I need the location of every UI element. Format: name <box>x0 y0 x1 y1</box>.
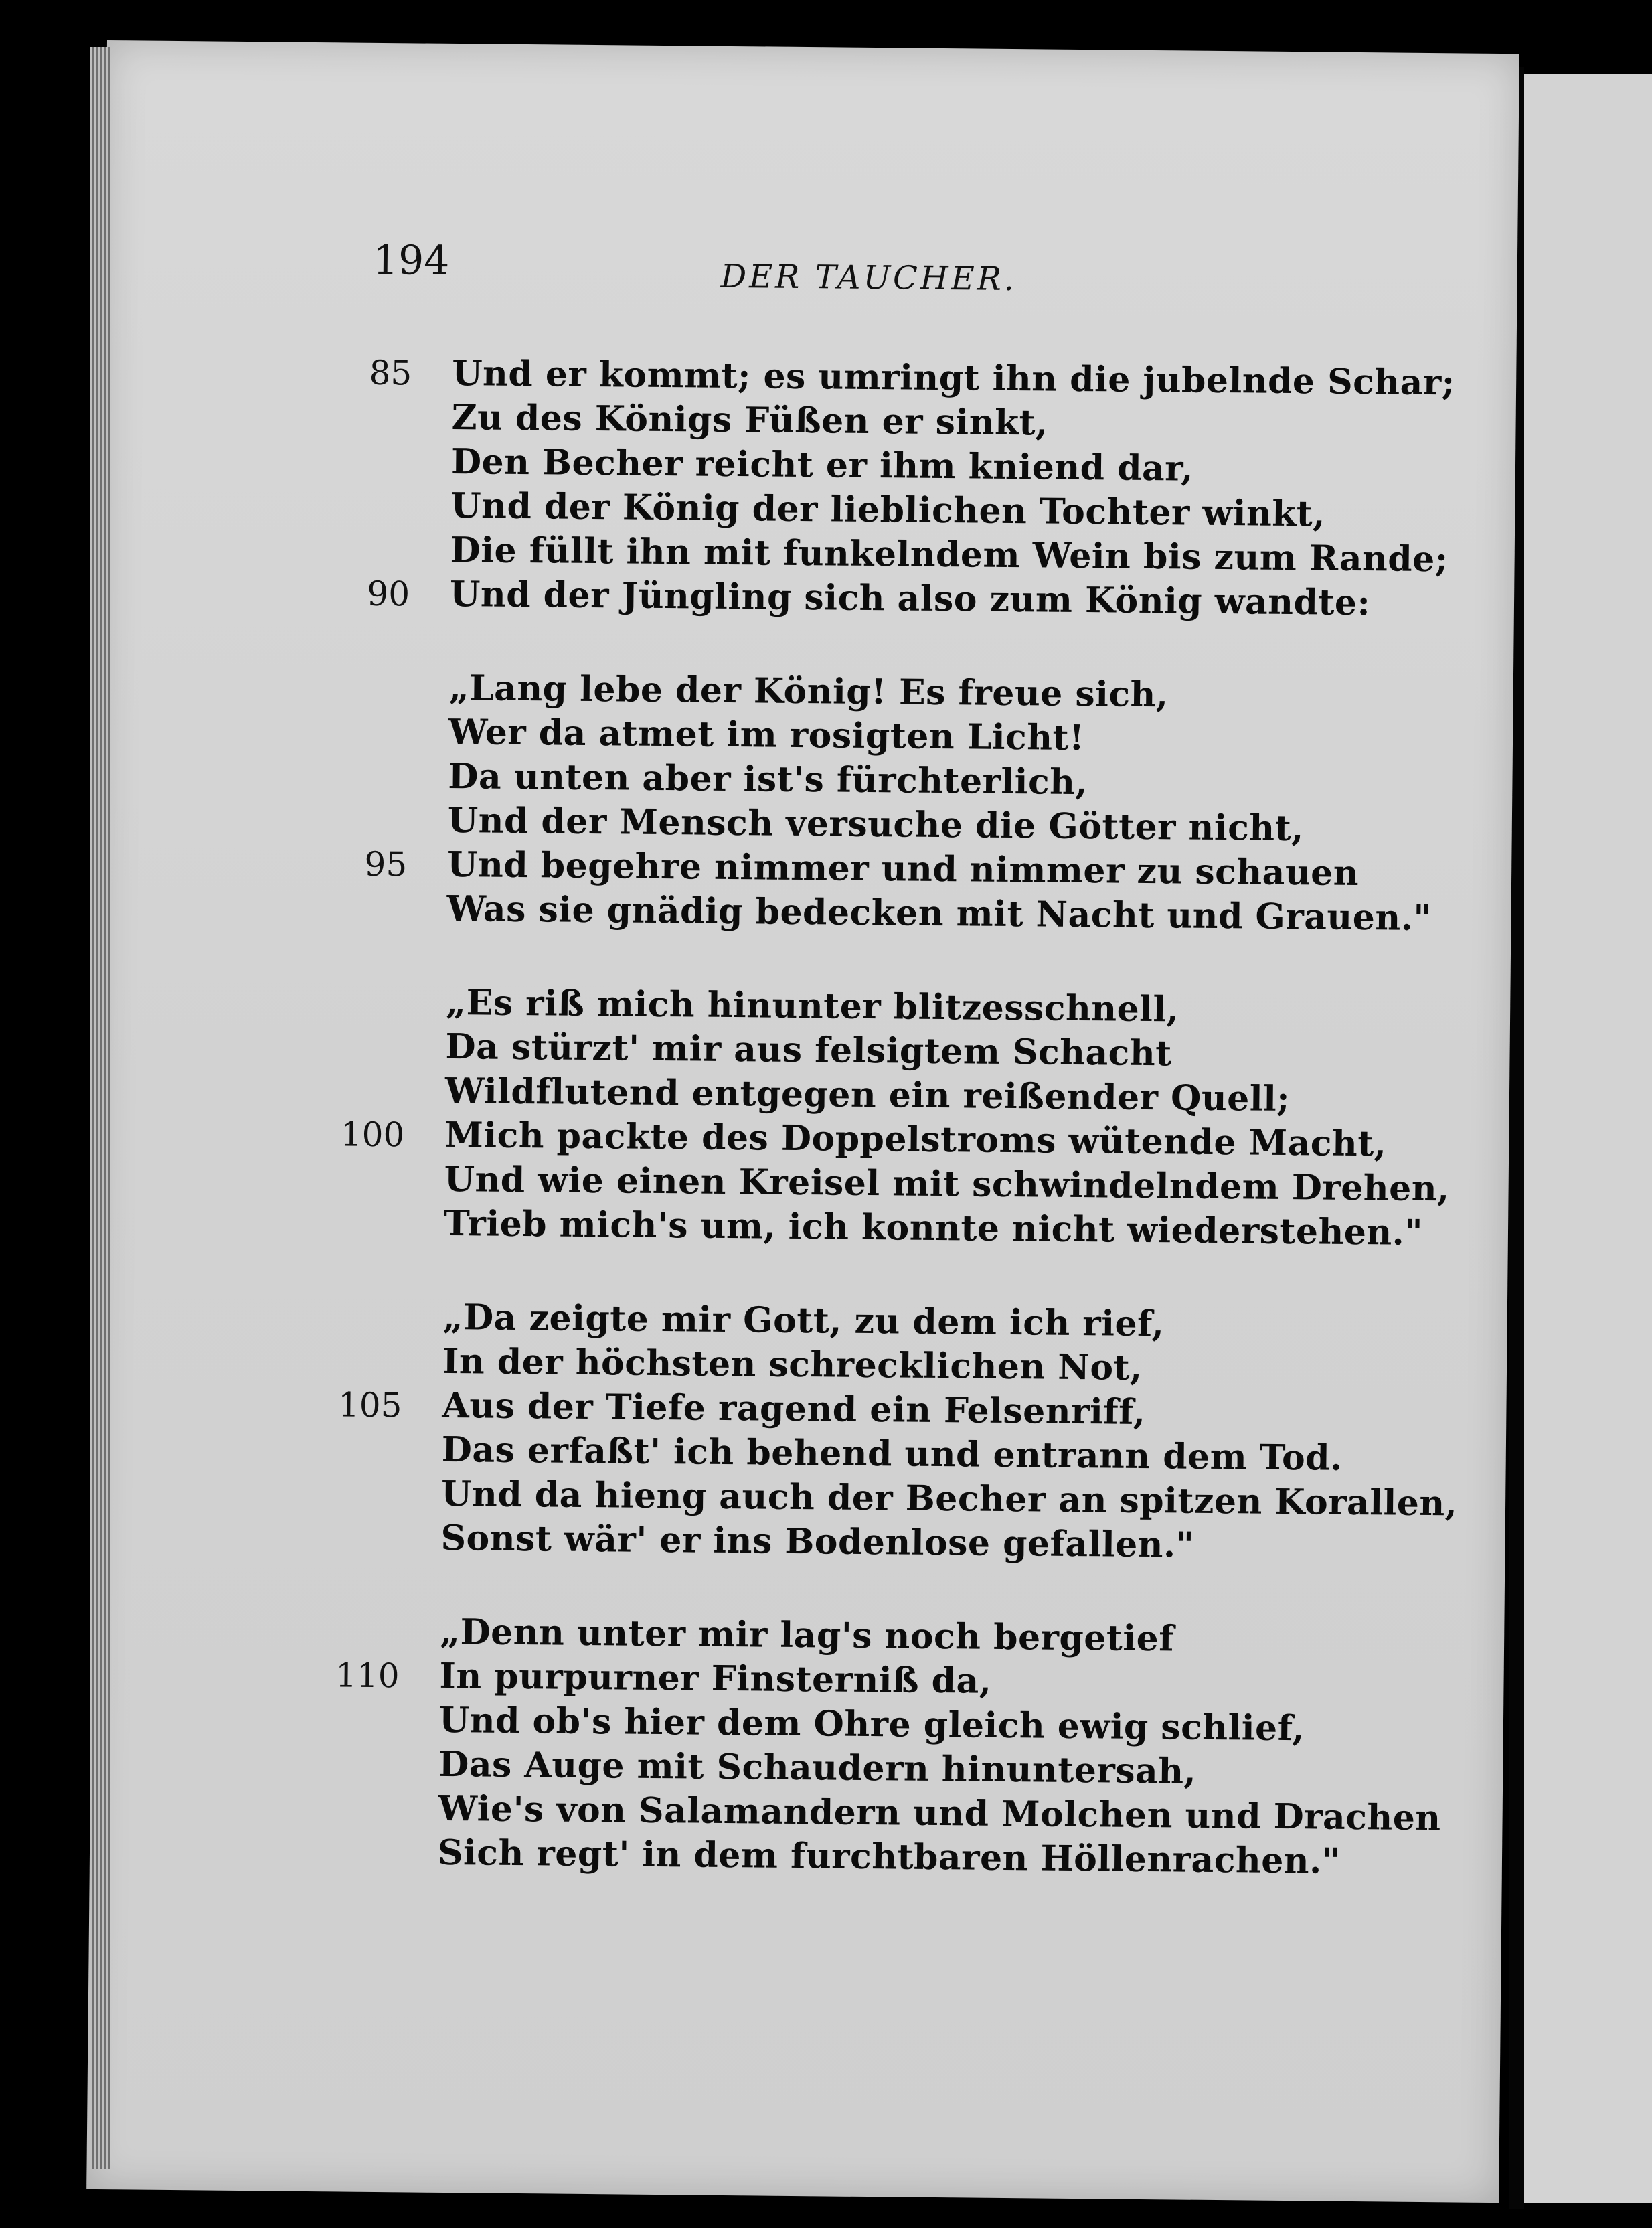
line-text: Und da hieng auch der Becher an spitzen Korallen, <box>440 1473 1458 1524</box>
line-text: Was sie gnädig bedecken mit Nacht und Grauen." <box>446 888 1432 939</box>
line-text: Wer da atmet im rosigten Licht! <box>448 711 1085 759</box>
line-text: „Da zeigte mir Gott, zu dem ich rief, <box>442 1296 1165 1345</box>
line-text: Das Auge mit Schaudern hinuntersah, <box>438 1743 1197 1792</box>
line-text: Mich packte des Doppelstroms wütende Macht, <box>444 1114 1387 1165</box>
stanza <box>293 1294 1458 1570</box>
line-text: Und der König der lieblichen Tochter winkt, <box>450 485 1326 535</box>
poem-body <box>290 350 1458 1933</box>
poem-line <box>303 571 1388 626</box>
stanza <box>291 1609 1441 1885</box>
line-text: „Es riß mich hinunter blitzesschnell, <box>445 981 1179 1030</box>
facing-page <box>1519 74 1652 2203</box>
poem-line <box>293 1515 1378 1570</box>
line-text: Und begehre nimmer und nimmer zu schauen <box>446 844 1359 894</box>
line-text: Und ob's hier dem Ohre gleich ewig schlief, <box>438 1699 1305 1749</box>
running-title: DER TAUCHER. <box>720 257 1017 299</box>
line-text: Zu des Königs Füßen er sinkt, <box>451 396 1048 444</box>
line-number <box>296 1294 403 1295</box>
line-text: In purpurner Finsterniß da, <box>439 1655 992 1702</box>
line-number: 90 <box>367 574 410 614</box>
line-text: Und wie einen Kreisel mit schwindelndem Drehen, <box>444 1158 1450 1210</box>
line-text: Da stürzt' mir aus felsigtem Schacht <box>445 1026 1172 1075</box>
line-text: Sonst wär' er ins Bodenlose gefallen." <box>440 1517 1195 1566</box>
stanza <box>299 665 1432 941</box>
line-text: Wildflutend entgegen ein reißender Quell; <box>444 1070 1291 1120</box>
line-text: „Lang lebe der König! Es freue sich, <box>448 667 1169 716</box>
line-number: 105 <box>337 1385 402 1425</box>
line-text: „Denn unter mir lag's noch bergetief <box>439 1611 1175 1660</box>
line-text: Die füllt ihn mit funkelndem Wein bis zum Rande; <box>450 529 1449 580</box>
line-text: Den Becher reicht er ihm kniend dar, <box>450 441 1194 489</box>
poem-line <box>297 1200 1424 1255</box>
page-number: 194 <box>372 236 450 285</box>
line-number: 85 <box>369 353 412 393</box>
line-text: Trieb mich's um, ich konnte nicht wiederstehen." <box>443 1202 1424 1253</box>
line-number: 110 <box>335 1656 400 1696</box>
poem-line <box>291 1830 1376 1885</box>
line-number <box>302 665 409 666</box>
line-number: 100 <box>340 1115 405 1155</box>
line-text: Da unten aber ist's fürchterlich, <box>448 755 1088 803</box>
line-number: 95 <box>364 844 408 884</box>
line-text: Wie's von Salamandern und Molchen und Drachen <box>438 1787 1441 1839</box>
line-number <box>299 979 406 981</box>
line-text: Aus der Tiefe ragend ein Felsenriff, <box>442 1384 1146 1433</box>
stanza <box>297 979 1450 1255</box>
line-text: Und der Mensch versuche die Götter nicht, <box>447 799 1305 850</box>
line-text: Das erfaßt' ich behend und entrann dem Tod. <box>441 1429 1343 1479</box>
line-text: Sich regt' in dem furchtbaren Höllenrachen." <box>437 1832 1341 1882</box>
line-number <box>293 1609 400 1610</box>
poem-line <box>299 886 1432 941</box>
line-text: Und er kommt; es umringt ihn die jubelnde Schar; <box>451 352 1455 404</box>
line-text: Und der Jüngling sich also zum König wandte: <box>449 573 1371 624</box>
running-head <box>372 237 1323 320</box>
stanza <box>303 350 1455 626</box>
book-page <box>86 40 1519 2203</box>
line-text: In der höchsten schrecklichen Not, <box>442 1340 1143 1388</box>
page-edges <box>90 47 110 2169</box>
